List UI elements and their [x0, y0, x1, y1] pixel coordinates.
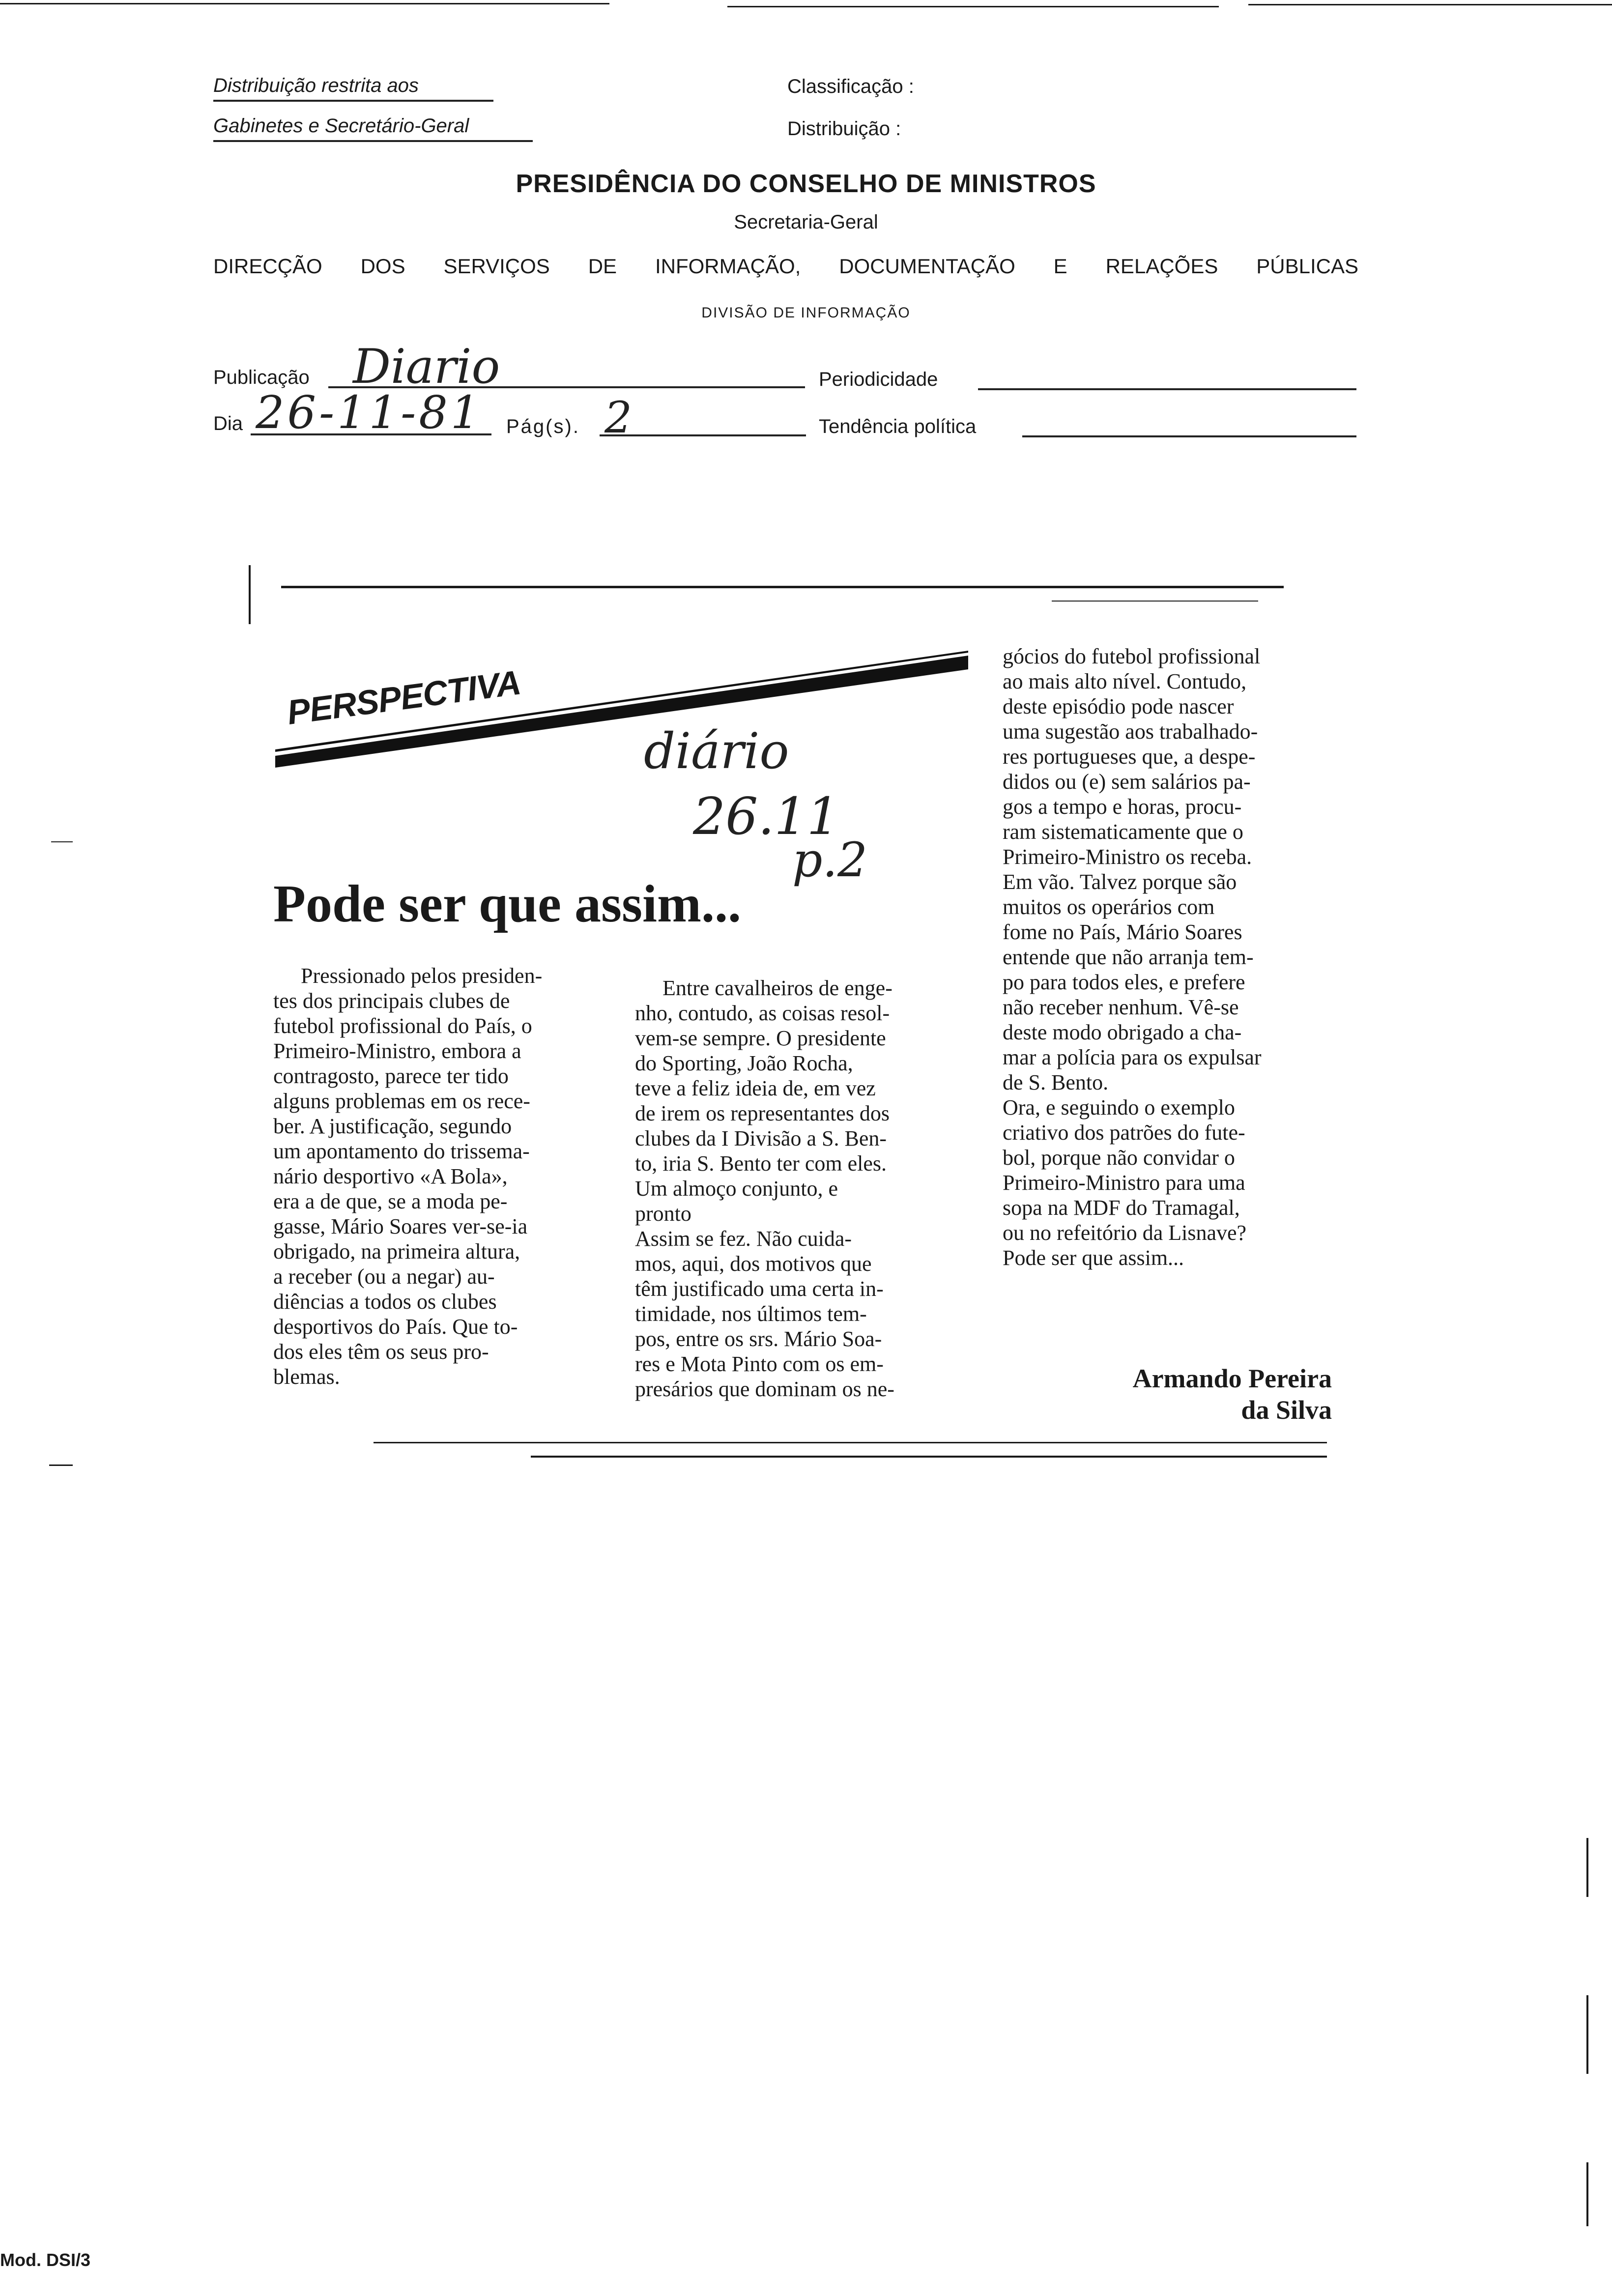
scan-edge-line-2 [727, 6, 1219, 7]
scan-mark-left-2 [51, 841, 73, 842]
headline: Pode ser que assim... [273, 875, 742, 933]
secretariat-title: Secretaria-Geral [734, 211, 878, 233]
article-column-2: Entre cavalheiros de enge- nho, contudo, as coisas resol- vem-se sempre. O presidente do Sporting, João Rocha, teve a feliz ideia de, em vez de irem os representantes dos clubes da I Divisão a S. Ben- to, iria S. Bento ter com eles. Um almoço conjunto, e pronto Assim se fez. Não cuida- mos, aqui, dos motivos que têm justificado uma certa in- timidade, nos últimos tem- pos, entre os srs. Mário Soa- res e Mota Pinto com os em- presários que dominam os ne- [635, 976, 894, 1401]
distribution-label: Distribuição : [787, 118, 901, 140]
handwritten-note-line2: 26.11 [693, 786, 839, 846]
pages-field [600, 392, 806, 443]
pages-handwritten: 2 [604, 392, 632, 443]
clipping-top-rule [281, 586, 1284, 588]
scan-edge-line-3 [1248, 4, 1612, 5]
publication-label: Publicação [213, 367, 310, 388]
form-code: Mod. DSI/3 [0, 2250, 91, 2270]
day-field [251, 386, 491, 439]
scan-mark-left [49, 1464, 73, 1466]
institution-title: PRESIDÊNCIA DO CONSELHO DE MINISTROS [516, 170, 1096, 198]
clipping-top-rule-thin [1052, 601, 1258, 602]
day-label: Dia [213, 413, 243, 434]
periodicity-field [978, 368, 1356, 390]
author-line2: da Silva [1241, 1395, 1332, 1425]
article-column-3: gócios do futebol profissional ao mais alto nível. Contudo, deste episódio pode nascer uma sugestão aos trabalhado- res portugueses que, a despe- didos ou (e) sem salários pa- gos a tempo e horas, procu- ram sistematicamente que o Primeiro-Ministro os receba. Em vão. Talvez porque são muitos os operários com fome no País, Mário Soares entende que não arranja tem- po para todos eles, e prefere não receber nenhum. Vê-se deste modo obrigado a cha- mar a polícia para os expulsar de S. Bento. Ora, e seguindo o exemplo criativo dos patrões do fute- bol, porque não convidar o Primeiro-Ministro para uma sopa na MDF do Tramagal, ou no refeitório da Lisnave? Pode ser que assim... [1003, 644, 1262, 1270]
day-handwritten: 26-11-81 [256, 386, 483, 439]
scan-edge-line-1 [0, 3, 609, 4]
publication-field [328, 339, 805, 394]
scan-mark-right-3 [1586, 2162, 1588, 2226]
division-title: DIVISÃO DE INFORMAÇÃO [701, 305, 911, 321]
section-label: PERSPECTIVA [285, 663, 523, 732]
scan-mark-right-2 [1586, 1995, 1588, 2074]
pages-label: Pág(s). [506, 416, 580, 437]
political-tendency-field [1022, 415, 1356, 437]
clipping-bottom-rule [374, 1442, 1327, 1443]
handwritten-note-line1: diário [644, 722, 789, 780]
political-tendency-label: Tendência política [819, 416, 977, 437]
author-line1: Armando Pereira [1132, 1364, 1332, 1393]
clipping-bottom-rule-2 [531, 1456, 1327, 1458]
classification-label: Classificação : [787, 76, 914, 97]
article-column-1: Pressionado pelos presiden- tes dos principais clubes de futebol profissional do País, o Primeiro-Ministro, embora a contragosto, parece ter tido alguns problemas em os rece- ber. A justificação, segundo um apontamento do trissema- nário desportivo «A Bola», era a de que, se a moda pe- gasse, Mário Soares ver-se-ia obrigado, na primeira altura, a receber (ou a negar) au- diências a todos os clubes desportivos do País. Que to- dos eles têm os seus pro- blemas. [273, 964, 543, 1389]
publication-handwritten: Diario [353, 339, 500, 394]
periodicity-label: Periodicidade [819, 369, 938, 390]
directorate-title: DIRECÇÃO DOS SERVIÇOS DE INFORMAÇÃO, DOCUMENTAÇÃO E RELAÇÕES PÚBLICAS [213, 255, 1358, 278]
distribution-restricted-line2: Gabinetes e Secretário-Geral [213, 115, 533, 142]
scan-mark-right-1 [1586, 1838, 1588, 1897]
handwritten-note-line3: p.2 [792, 832, 868, 888]
distribution-restricted-line1: Distribuição restrita aos [213, 75, 493, 102]
clipping-left-edge [249, 565, 251, 624]
